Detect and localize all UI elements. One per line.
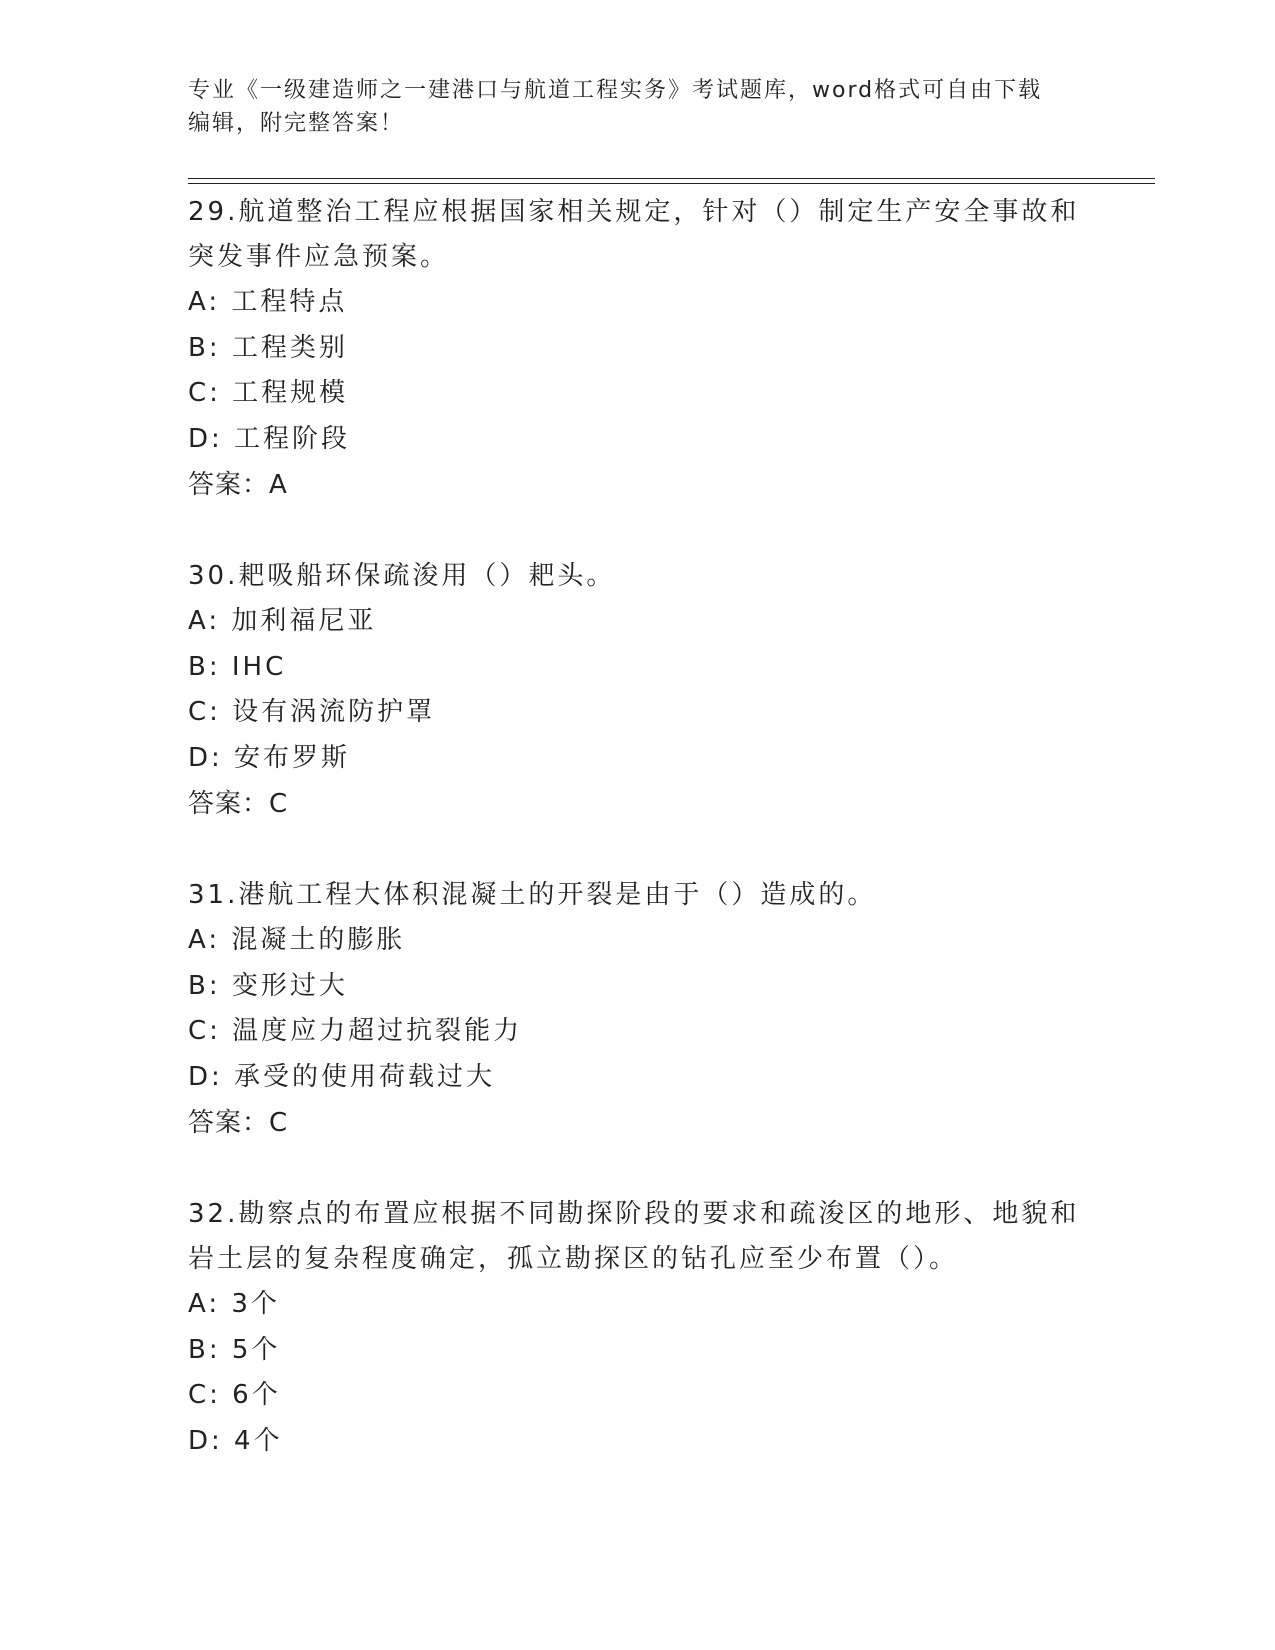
question-stem-continued: 突发事件应急预案。 (188, 242, 450, 272)
option-b: B: IHC (188, 651, 287, 682)
question-stem: 29.航道整治工程应根据国家相关规定，针对（）制定生产安全事故和 (188, 197, 1080, 227)
question-31 (188, 873, 1088, 1146)
question-32 (188, 1192, 1088, 1464)
option-b: B: 变形过大 (188, 970, 348, 1001)
option-d: D: 工程阶段 (188, 423, 351, 454)
header-line-1: 专业《一级建造师之一建港口与航道工程实务》考试题库，word格式可自由下载 (188, 78, 1043, 103)
option-d: D: 4个 (188, 1425, 283, 1456)
option-b: B: 工程类别 (188, 332, 348, 363)
header-divider-bottom (188, 183, 1155, 184)
question-30 (188, 554, 1088, 827)
spacer (188, 1146, 1088, 1192)
spacer (188, 827, 1088, 873)
option-d: D: 承受的使用荷载过大 (188, 1061, 496, 1092)
answer: 答案：C (188, 1108, 289, 1138)
option-d: D: 安布罗斯 (188, 742, 351, 773)
option-a: A: 加利福尼亚 (188, 606, 377, 636)
header-line-2: 编辑，附完整答案！ (188, 111, 405, 136)
document-header (188, 74, 1068, 140)
option-a: A: 工程特点 (188, 287, 348, 317)
question-stem: 30.耙吸船环保疏浚用（）耙头。 (188, 561, 616, 591)
question-stem-continued: 岩土层的复杂程度确定，孤立勘探区的钻孔应至少布置（）。 (188, 1244, 959, 1274)
option-c: C: 设有涡流防护罩 (188, 697, 436, 727)
answer: 答案：A (188, 470, 288, 500)
question-stem: 32.勘察点的布置应根据不同勘探阶段的要求和疏浚区的地形、地貌和 (188, 1199, 1080, 1229)
header-divider-top (188, 178, 1155, 179)
option-a: A: 混凝土的膨胀 (188, 925, 406, 955)
answer: 答案：C (188, 789, 289, 819)
option-c: C: 温度应力超过抗裂能力 (188, 1016, 523, 1046)
option-c: C: 工程规模 (188, 378, 349, 408)
option-a: A: 3个 (188, 1289, 280, 1319)
option-b: B: 5个 (188, 1334, 281, 1365)
question-stem: 31.港航工程大体积混凝土的开裂是由于（）造成的。 (188, 880, 877, 910)
option-c: C: 6个 (188, 1380, 281, 1410)
spacer (188, 508, 1088, 554)
question-list (188, 190, 1088, 1464)
question-29 (188, 190, 1088, 508)
